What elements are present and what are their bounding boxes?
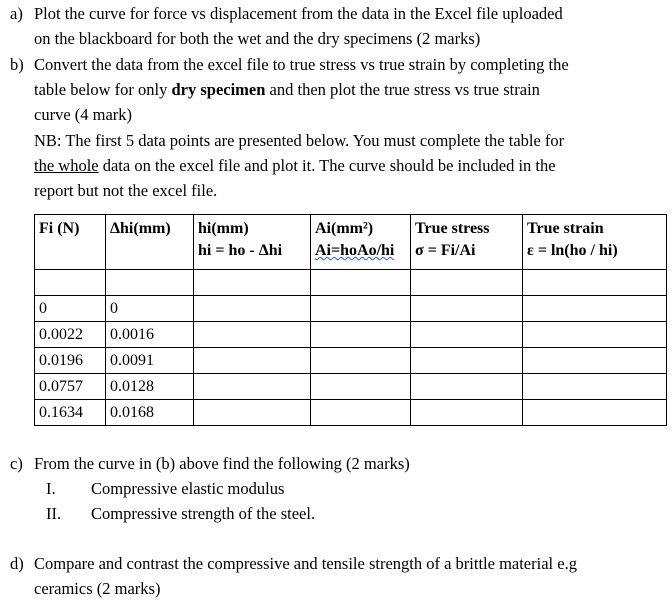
table-cell: 0.0168 [106, 400, 194, 426]
table-cell [523, 296, 667, 322]
table-cell [194, 322, 311, 348]
question-b-emphasis: dry specimen [171, 80, 266, 99]
table-cell [194, 296, 311, 322]
header-true-stress: True stress σ = Fi/Ai [411, 215, 523, 270]
table-cell [523, 374, 667, 400]
table-row [35, 296, 667, 322]
question-b-line2-pre: table below for only [34, 80, 172, 99]
question-b-line2-post: and then plot the true stress vs true strain [265, 80, 540, 99]
question-c [0, 451, 672, 526]
nb-line3: report but not the excel file. [34, 181, 218, 200]
question-b-line2 [34, 77, 666, 102]
table-cell: 0.0091 [106, 348, 194, 374]
table-cell [411, 322, 523, 348]
table-cell [411, 400, 523, 426]
table-cell [411, 296, 523, 322]
table-cell: 0.0016 [106, 322, 194, 348]
nb-line1: NB: The first 5 data points are presented below. You must complete the table for [34, 131, 565, 150]
table-cell: 0 [35, 296, 106, 322]
table-row [35, 374, 667, 400]
table-cell [311, 322, 411, 348]
table-cell [411, 374, 523, 400]
table-cell [194, 374, 311, 400]
question-a-marker: a) [10, 4, 23, 23]
nb-line2 [34, 153, 666, 178]
table-cell: 0.0022 [35, 322, 106, 348]
table-cell [523, 400, 667, 426]
question-d-line2: ceramics (2 marks) [34, 579, 161, 598]
question-c-line1: From the curve in (b) above find the following (2 marks) [34, 454, 410, 473]
header-true-strain: True strain ε = ln(ho / hi) [523, 215, 667, 270]
question-c-item2-text: Compressive strength of the steel. [91, 504, 316, 523]
header-height: hi(mm) hi = ho - Δhi [194, 215, 311, 270]
question-b-line3: curve (4 mark) [34, 105, 133, 124]
question-c-item1-text: Compressive elastic modulus [91, 479, 285, 498]
table-cell: 0.0757 [35, 374, 106, 400]
table-cell [194, 348, 311, 374]
nb-underlined-text: the whole [34, 156, 99, 175]
table-cell: 0.0196 [35, 348, 106, 374]
table-cell: 0 [106, 296, 194, 322]
question-c-item2-num: II. [46, 504, 62, 523]
table-cell [523, 322, 667, 348]
question-b-line1: Convert the data from the excel file to true stress vs true strain by completing the [34, 55, 569, 74]
question-c-marker: c) [10, 454, 23, 473]
true-stress-strain-table [34, 214, 667, 426]
table-cell [411, 348, 523, 374]
question-d-marker: d) [10, 554, 24, 573]
question-a [0, 1, 672, 51]
table-cell [311, 400, 411, 426]
table-cell [311, 348, 411, 374]
table-spacer-row [35, 270, 667, 296]
table-header-row [35, 215, 667, 270]
question-d [0, 551, 672, 601]
question-b [0, 52, 672, 207]
question-c-item1-num: I. [46, 479, 56, 498]
question-a-line2: on the blackboard for both the wet and the dry specimens (2 marks) [34, 29, 481, 48]
header-force: Fi (N) [35, 215, 106, 270]
question-d-line1: Compare and contrast the compressive and tensile strength of a brittle material e.g [34, 554, 577, 573]
table-cell [194, 400, 311, 426]
table-row [35, 348, 667, 374]
table-cell [311, 374, 411, 400]
question-b-marker: b) [10, 55, 24, 74]
table-cell [523, 348, 667, 374]
question-a-line1: Plot the curve for force vs displacement from the data in the Excel file uploaded [34, 4, 563, 23]
table-cell: 0.0128 [106, 374, 194, 400]
nb-line2-rest: data on the excel file and plot it. The curve should be included in the [98, 156, 556, 175]
table-row [35, 400, 667, 426]
table-row [35, 322, 667, 348]
table-cell [311, 296, 411, 322]
table-cell: 0.1634 [35, 400, 106, 426]
header-delta-h: Δhi(mm) [106, 215, 194, 270]
header-area: Ai(mm²) Ai=hoAo/hi [311, 215, 411, 270]
